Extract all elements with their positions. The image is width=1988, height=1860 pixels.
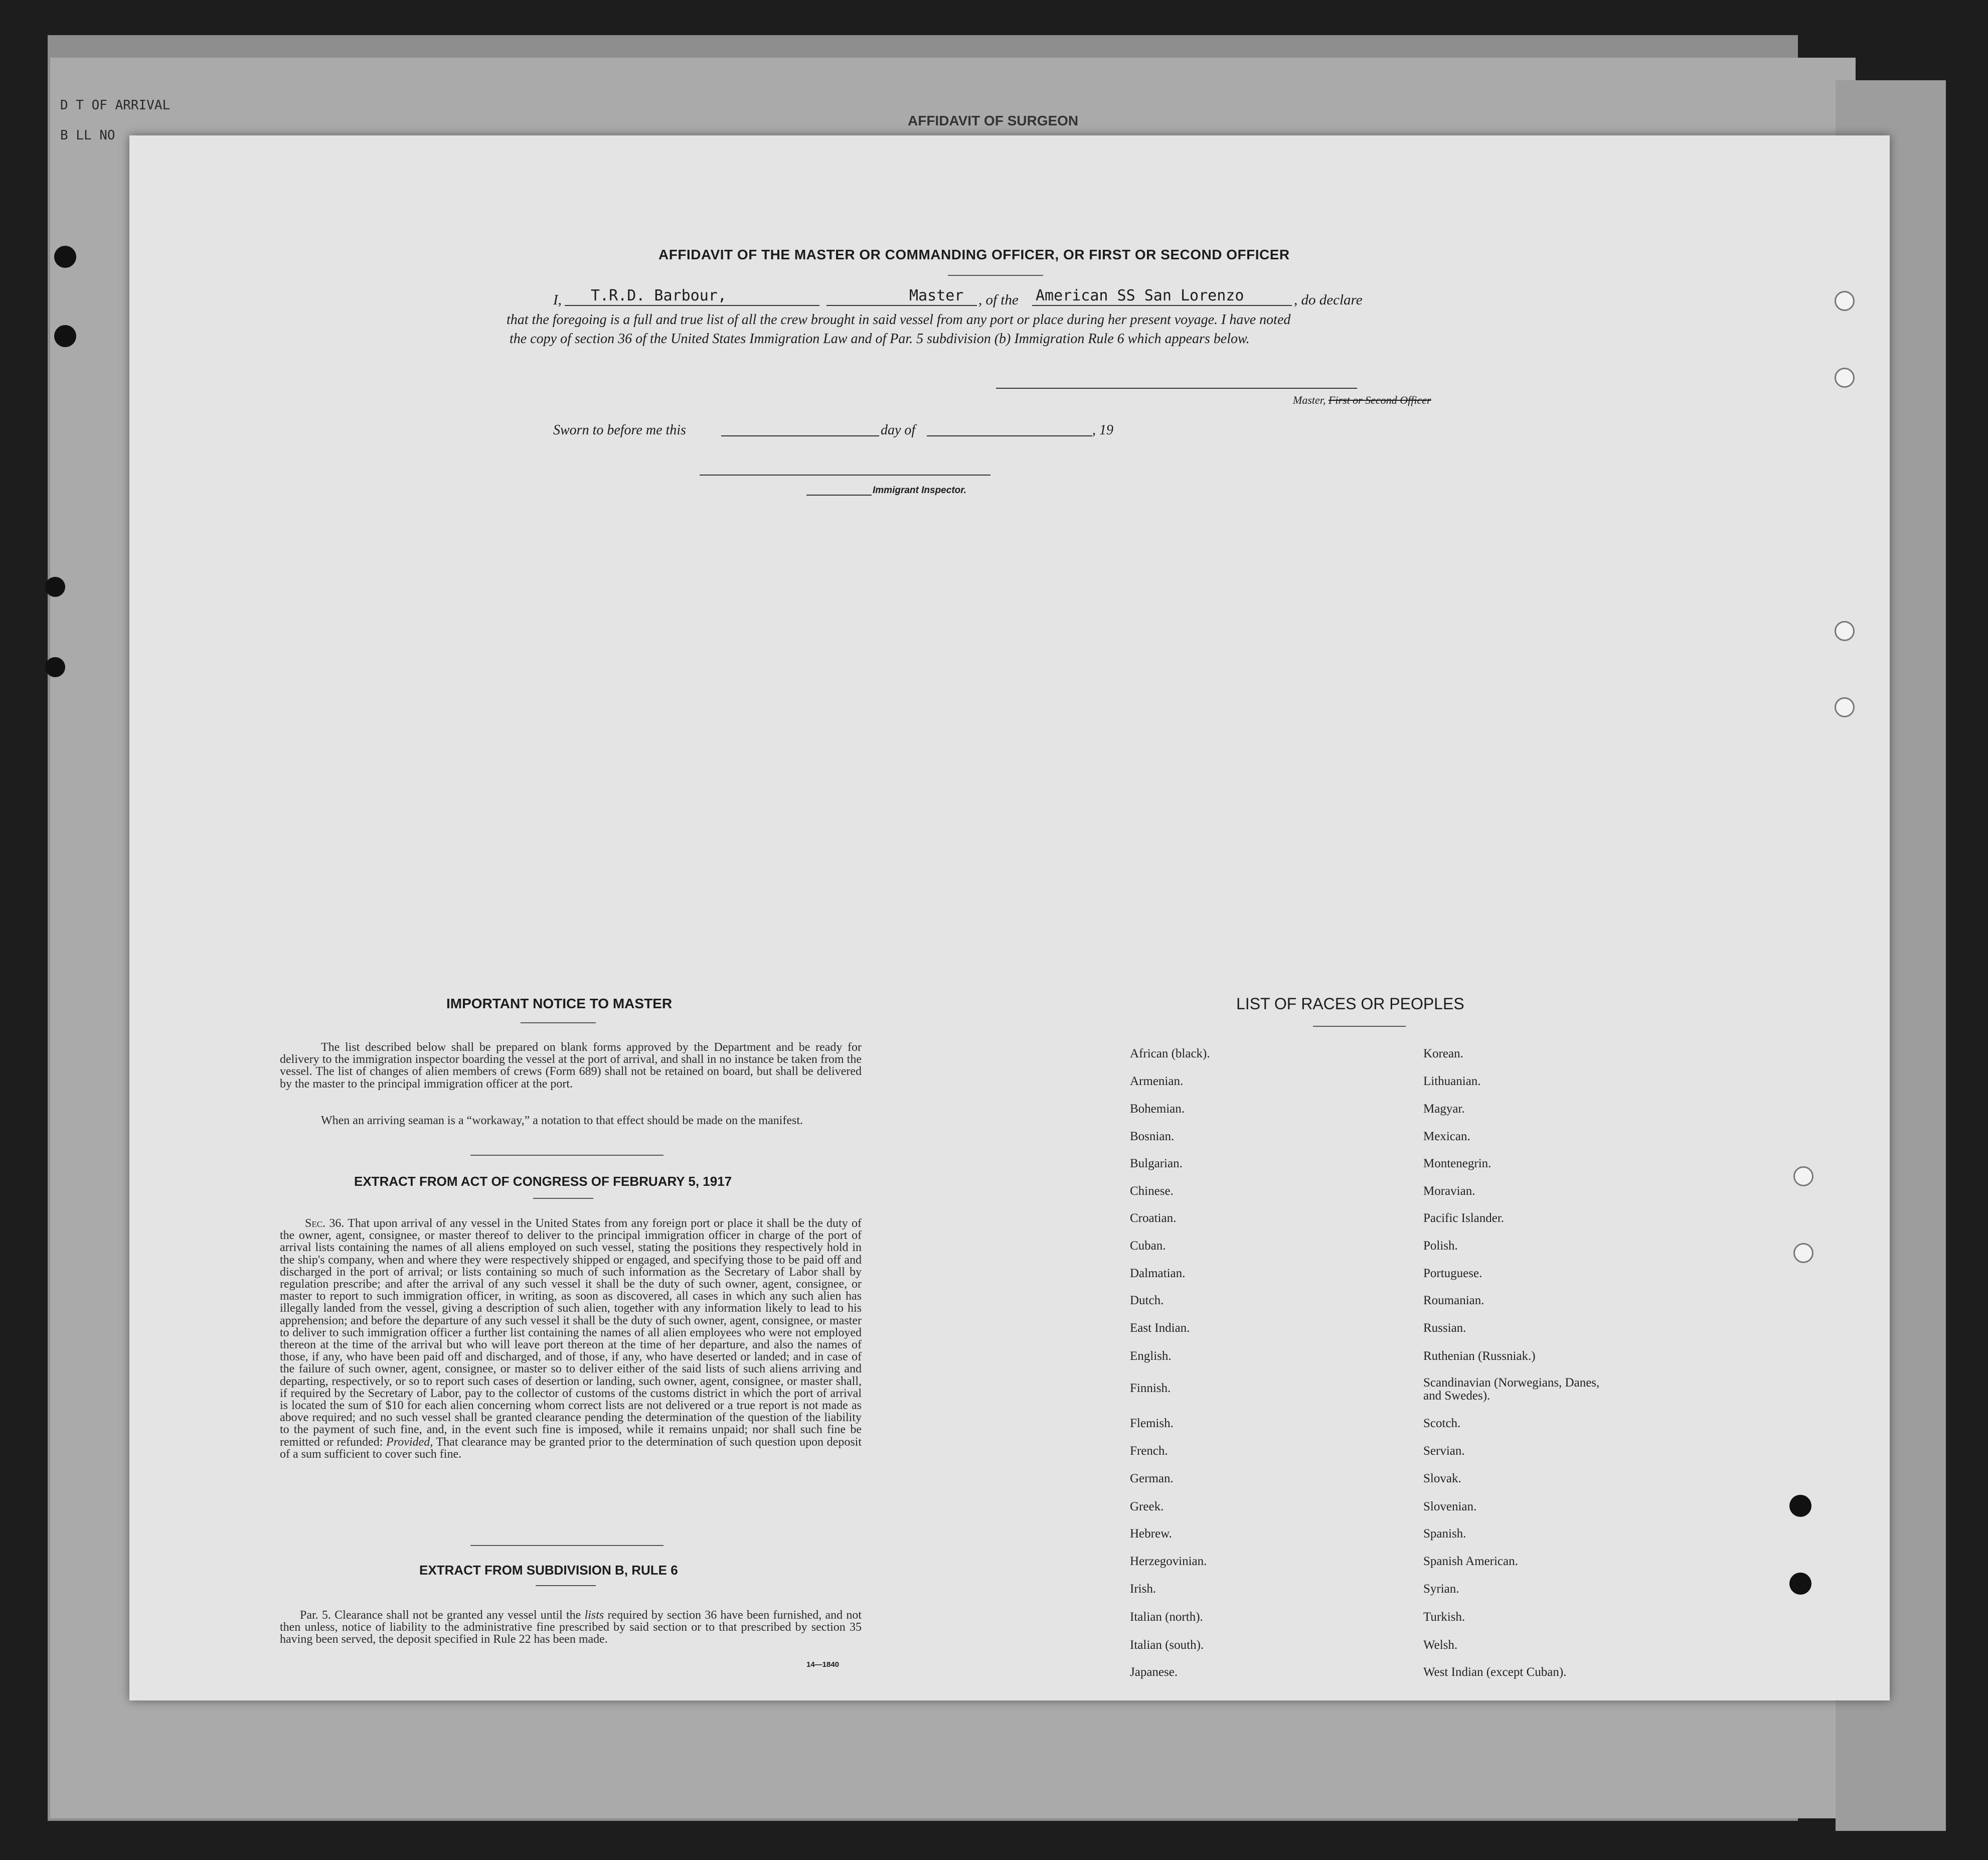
- binder-hole: [45, 657, 65, 677]
- race-item-right: Syrian.: [1423, 1582, 1459, 1596]
- punch-hole: [1835, 368, 1855, 388]
- race-item-right: Magyar.: [1423, 1102, 1465, 1116]
- rank-line: [826, 305, 977, 306]
- punch-hole: [1835, 291, 1855, 311]
- vessel-name: American SS San Lorenzo: [1036, 287, 1244, 304]
- race-item-right: Roumanian.: [1423, 1294, 1484, 1307]
- race-item-left: Cuban.: [1130, 1239, 1166, 1253]
- race-item-left: Flemish.: [1130, 1417, 1174, 1430]
- race-item-left: Hebrew.: [1130, 1527, 1172, 1540]
- notice-paragraph-2: When an arriving seaman is a “workaway,” a notation to that effect should be made on the manifest.: [321, 1114, 803, 1127]
- extract-title: EXTRACT FROM ACT OF CONGRESS OF FEBRUARY 5, 1917: [354, 1174, 732, 1189]
- inspector-label: Immigrant Inspector.: [873, 485, 966, 496]
- race-item-right: Scotch.: [1423, 1417, 1461, 1430]
- race-item-left: Finnish.: [1130, 1381, 1171, 1395]
- section-36-label: Sec. 36.: [305, 1217, 345, 1230]
- punch-hole: [1793, 1166, 1813, 1186]
- race-item-right: Montenegrin.: [1423, 1157, 1492, 1170]
- title-divider: [948, 275, 1043, 276]
- race-item-right: Portuguese.: [1423, 1267, 1482, 1280]
- race-item-left: Italian (north).: [1130, 1610, 1203, 1624]
- race-item-right: Welsh.: [1423, 1638, 1458, 1652]
- race-item-left: African (black).: [1130, 1047, 1210, 1060]
- race-item-left: Dalmatian.: [1130, 1267, 1186, 1280]
- race-item-right: Spanish American.: [1423, 1555, 1518, 1568]
- rule-6-text-a: Par. 5. Clearance shall not be granted any vessel until the: [300, 1609, 581, 1622]
- notice-paragraph-1: The list described below shall be prepared on blank forms approved by the Department and be ready for delivery to the immigration inspector boarding the vessel at the port of arrival, and shall in no instance be taken from the vessel. The list of changes of alien members of crews (Form 689) shall not be retained on board, but shall be delivered by the master to the principal immigration officer at the port.: [280, 1041, 862, 1091]
- master-name-line: [565, 305, 819, 306]
- race-item-left: Herzegovinian.: [1130, 1555, 1207, 1568]
- declaration-line-2: that the foregoing is a full and true list of all the crew brought in said vessel from any port or place during her present voyage. I have noted: [507, 312, 1291, 328]
- race-item-right: Moravian.: [1423, 1184, 1475, 1198]
- races-title: LIST OF RACES OR PEOPLES: [1236, 995, 1464, 1013]
- rule-divider-bottom: [536, 1585, 596, 1586]
- race-item-right: Pacific Islander.: [1423, 1211, 1505, 1225]
- race-item-right: Slovak.: [1423, 1472, 1461, 1485]
- notice-title: IMPORTANT NOTICE TO MASTER: [446, 996, 673, 1011]
- race-item-left: Italian (south).: [1130, 1638, 1204, 1652]
- notice-divider: [521, 1022, 596, 1023]
- race-item-left: Irish.: [1130, 1582, 1156, 1596]
- rule-6-text: [280, 1609, 862, 1646]
- punch-hole: [1789, 1495, 1811, 1517]
- signature-line: [996, 388, 1357, 389]
- section-36-text: [280, 1217, 862, 1460]
- inspector-caption-line: [806, 495, 872, 496]
- race-item-left: Chinese.: [1130, 1184, 1174, 1198]
- rule-6-lists: lists: [584, 1609, 604, 1622]
- declarant-rank: Master: [909, 287, 964, 304]
- race-item-right: West Indian (except Cuban).: [1423, 1665, 1567, 1679]
- race-item-left: Greek.: [1130, 1500, 1164, 1513]
- race-item-right: Servian.: [1423, 1444, 1465, 1458]
- extract-divider-bottom: [533, 1198, 593, 1199]
- race-item-right: Lithuanian.: [1423, 1074, 1481, 1088]
- race-item-left: German.: [1130, 1472, 1174, 1485]
- binder-hole: [45, 577, 65, 597]
- binder-hole: [54, 246, 76, 268]
- race-item-left: Armenian.: [1130, 1074, 1184, 1088]
- race-item-left: Bulgarian.: [1130, 1157, 1183, 1170]
- affidavit-sheet: [129, 135, 1890, 1700]
- race-item-left: Dutch.: [1130, 1294, 1164, 1307]
- punch-hole: [1789, 1573, 1811, 1595]
- signature-caption-master: Master,: [1293, 394, 1326, 406]
- race-item-left: Bosnian.: [1130, 1130, 1175, 1143]
- extract-divider-top: [470, 1155, 664, 1156]
- race-item-left: English.: [1130, 1349, 1172, 1363]
- race-item-right: Turkish.: [1423, 1610, 1465, 1624]
- section-36-provided: Provided,: [386, 1435, 433, 1449]
- race-item-right: Mexican.: [1423, 1130, 1470, 1143]
- signature-caption: [1293, 394, 1431, 407]
- rule-extract-title: EXTRACT FROM SUBDIVISION B, RULE 6: [419, 1563, 678, 1578]
- race-item-right: Slovenian.: [1423, 1500, 1477, 1513]
- rule-6-text-b: required by section 36 have been furnished, and not then unless, notice of liability to the administrative fine prescribed by said section or to that prescribed by section 35 having been served, the deposit specified in Rule 22 has been made.: [280, 1609, 862, 1646]
- sworn-day-line: [721, 435, 879, 436]
- race-item-left: Bohemian.: [1130, 1102, 1185, 1116]
- binder-hole: [54, 325, 76, 347]
- punch-hole: [1793, 1243, 1813, 1263]
- race-item-right: Ruthenian (Russniak.): [1423, 1349, 1536, 1363]
- rule-divider-top: [470, 1545, 664, 1546]
- section-36-body: That upon arrival of any vessel in the United States from any foreign port or place it shall be the duty of the owner, agent, consignee, or master thereof to deliver to the principal immigration officer in charge of the port of arrival lists containing the names of all aliens employed on such vessel, stating the positions they respectively hold in the ship's company, when and where they were respectively shipped or engaged, and specifying those to be paid off and discharged in the port of arrival; or lists containing so much of such information as the Secretary of Labor shall by regulation prescribe; and after the arrival of any such vessel it shall be the duty of such owner, agent, consignee, or master to report to such immigration officer, in writing, as soon as discovered, all cases in which any such alien has illegally landed from the vessel, giving a description of such alien, together with any information likely to lead to his apprehension; and before the departure of any such vessel it shall be the duty of such owner, agent, consignee, or master to deliver to such immigration officer a further list containing the names of all alien employees who were not employed thereon at the time of the arrival but who will leave port thereon at the time of her departure, and also the names of those, if any, who have been paid off and discharged, and of those, if any, who have deserted or landed; and in case of the failure of such owner, agent, consignee, or master so to deliver either of the said lists of such aliens arriving and departing, respectively, or so to report such cases of desertion or landing, such owner, agent, consignee, or master shall, if required by the Secretary of Labor, pay to the collector of customs of the customs district in which the port of arrival is located the sum of $10 for each alien concerning whom correct lists are not delivered or a true report is not made as above required; and no such vessel shall be granted clearance pending the determination of the question of the liability to the payment of such fine, and, in the event such fine is imposed, while it remains unpaid; nor shall such fine be remitted or refunded:: [280, 1217, 862, 1449]
- background-arrival-line: D T OF ARRIVAL: [60, 98, 171, 113]
- race-item-right: Spanish.: [1423, 1527, 1466, 1540]
- punch-hole: [1835, 621, 1855, 641]
- of-the-label: , of the: [978, 292, 1019, 308]
- year-label: , 19: [1092, 422, 1113, 438]
- signature-caption-struck: First or Second Officer: [1328, 394, 1431, 406]
- form-number: 14—1840: [806, 1660, 840, 1669]
- race-item-right: Scandinavian (Norwegians, Danes, and Swedes).: [1423, 1376, 1600, 1403]
- declarant-prefix: I,: [553, 292, 562, 308]
- race-item-left: French.: [1130, 1444, 1168, 1458]
- day-of-label: day of: [881, 422, 916, 438]
- sworn-label: Sworn to before me this: [553, 422, 686, 438]
- do-declare-label: , do declare: [1294, 292, 1363, 308]
- section-36-tail: That clearance may be granted prior to the determination of such question upon deposit of a sum sufficient to cover such fine.: [280, 1435, 862, 1461]
- master-name: T.R.D. Barbour,: [591, 287, 727, 304]
- race-item-left: East Indian.: [1130, 1321, 1190, 1335]
- declaration-line-3: the copy of section 36 of the United States Immigration Law and of Par. 5 subdivision (b) Immigration Rule 6 which appears below.: [510, 331, 1250, 347]
- races-divider: [1313, 1026, 1406, 1027]
- race-item-right: Russian.: [1423, 1321, 1466, 1335]
- race-item-left: Croatian.: [1130, 1211, 1177, 1225]
- race-item-right: Polish.: [1423, 1239, 1458, 1253]
- background-bill-line: B LL NO: [60, 128, 115, 143]
- race-item-left: Japanese.: [1130, 1665, 1178, 1679]
- punch-hole: [1835, 697, 1855, 717]
- background-surgeon-header: AFFIDAVIT OF SURGEON: [908, 113, 1079, 128]
- race-item-right: Korean.: [1423, 1047, 1463, 1060]
- inspector-signature-line: [700, 475, 990, 476]
- affidavit-title: AFFIDAVIT OF THE MASTER OR COMMANDING OFFICER, OR FIRST OR SECOND OFFICER: [658, 247, 1290, 262]
- vessel-line: [1032, 305, 1292, 306]
- sworn-month-line: [927, 435, 1092, 436]
